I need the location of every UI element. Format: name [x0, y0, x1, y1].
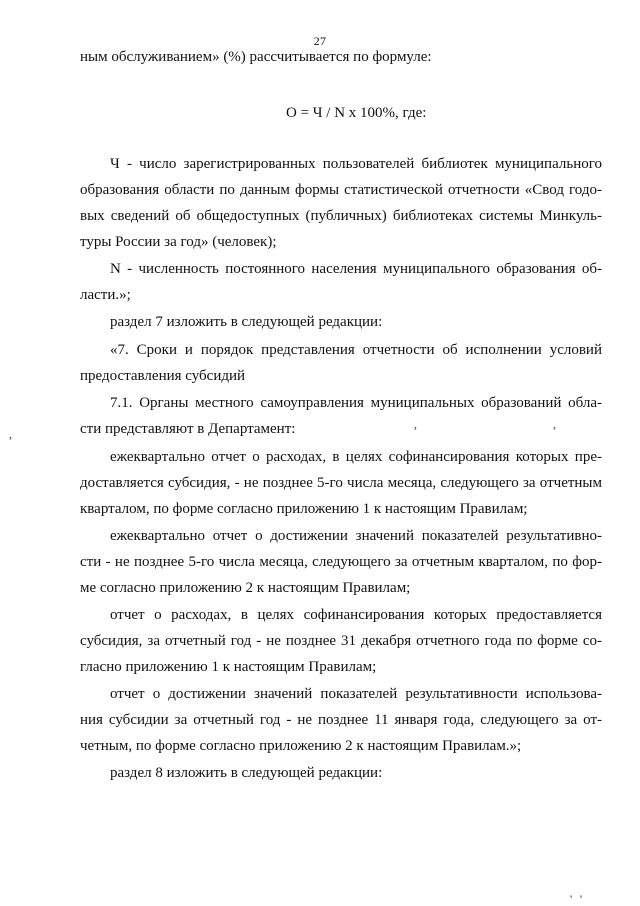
text-line: субсидия, за отчетный год - не позднее 31 декабря отчетного года по форме со-: [80, 633, 602, 649]
scan-mark: ': [580, 892, 583, 906]
text-line: предоставления субсидий: [80, 368, 246, 384]
text-line: раздел 7 изложить в следующей редакции:: [110, 314, 383, 330]
text-line: 7.1. Органы местного самоуправления муниципальных образований обла-: [110, 395, 602, 411]
text-line: ласти.»;: [80, 287, 131, 303]
scan-mark: ': [570, 892, 573, 906]
text-line: ежеквартально отчет о достижении значений показателей результативно-: [110, 528, 602, 544]
scan-mark: ,: [414, 417, 417, 431]
text-line: сти представляют в Департамент:: [80, 421, 296, 437]
text-line: доставляется субсидия, - не позднее 5-го числа месяца, следующего за отчетным: [80, 475, 602, 491]
page-number: 27: [313, 34, 327, 48]
text-line: вых сведений об общедоступных (публичных) библиотеках системы Минкуль-: [80, 208, 602, 224]
text-line: ния субсидии за отчетный год - не позднее 11 января года, следующего за от-: [80, 712, 602, 728]
text-line: ным обслуживанием» (%) рассчитывается по формуле:: [80, 49, 432, 65]
text-line: туры России за год» (человек);: [80, 234, 277, 250]
text-line: кварталом, по форме согласно приложению 1 к настоящим Правилам;: [80, 501, 528, 517]
text-line: гласно приложению 1 к настоящим Правилам;: [80, 659, 377, 675]
text-line: раздел 8 изложить в следующей редакции:: [110, 765, 383, 781]
text-line: образования области по данным формы статистической отчетности «Свод годо-: [80, 182, 602, 198]
text-line: сти - не позднее 5-го числа месяца, следующего за отчетным кварталом, по фор-: [80, 554, 602, 570]
text-line: «7. Сроки и порядок представления отчетности об исполнении условий: [110, 342, 602, 358]
text-line: ежеквартально отчет о расходах, в целях софинансирования которых пре-: [110, 449, 602, 465]
formula: О = Ч / N x 100%, где:: [286, 105, 427, 121]
text-line: Ч - число зарегистрированных пользователей библиотек муниципального: [110, 156, 602, 172]
text-line: четным, по форме согласно приложению 2 к настоящим Правилам.»;: [80, 738, 522, 754]
text-line: отчет о достижении значений показателей результативности использова-: [110, 686, 602, 702]
scan-mark: ,: [9, 427, 12, 441]
scan-mark: ,: [553, 417, 556, 431]
text-line: ме согласно приложению 2 к настоящим Правилам;: [80, 580, 411, 596]
text-line: отчет о расходах, в целях софинансирования которых предоставляется: [110, 607, 602, 623]
text-line: N - численность постоянного населения муниципального образования об-: [110, 261, 602, 277]
